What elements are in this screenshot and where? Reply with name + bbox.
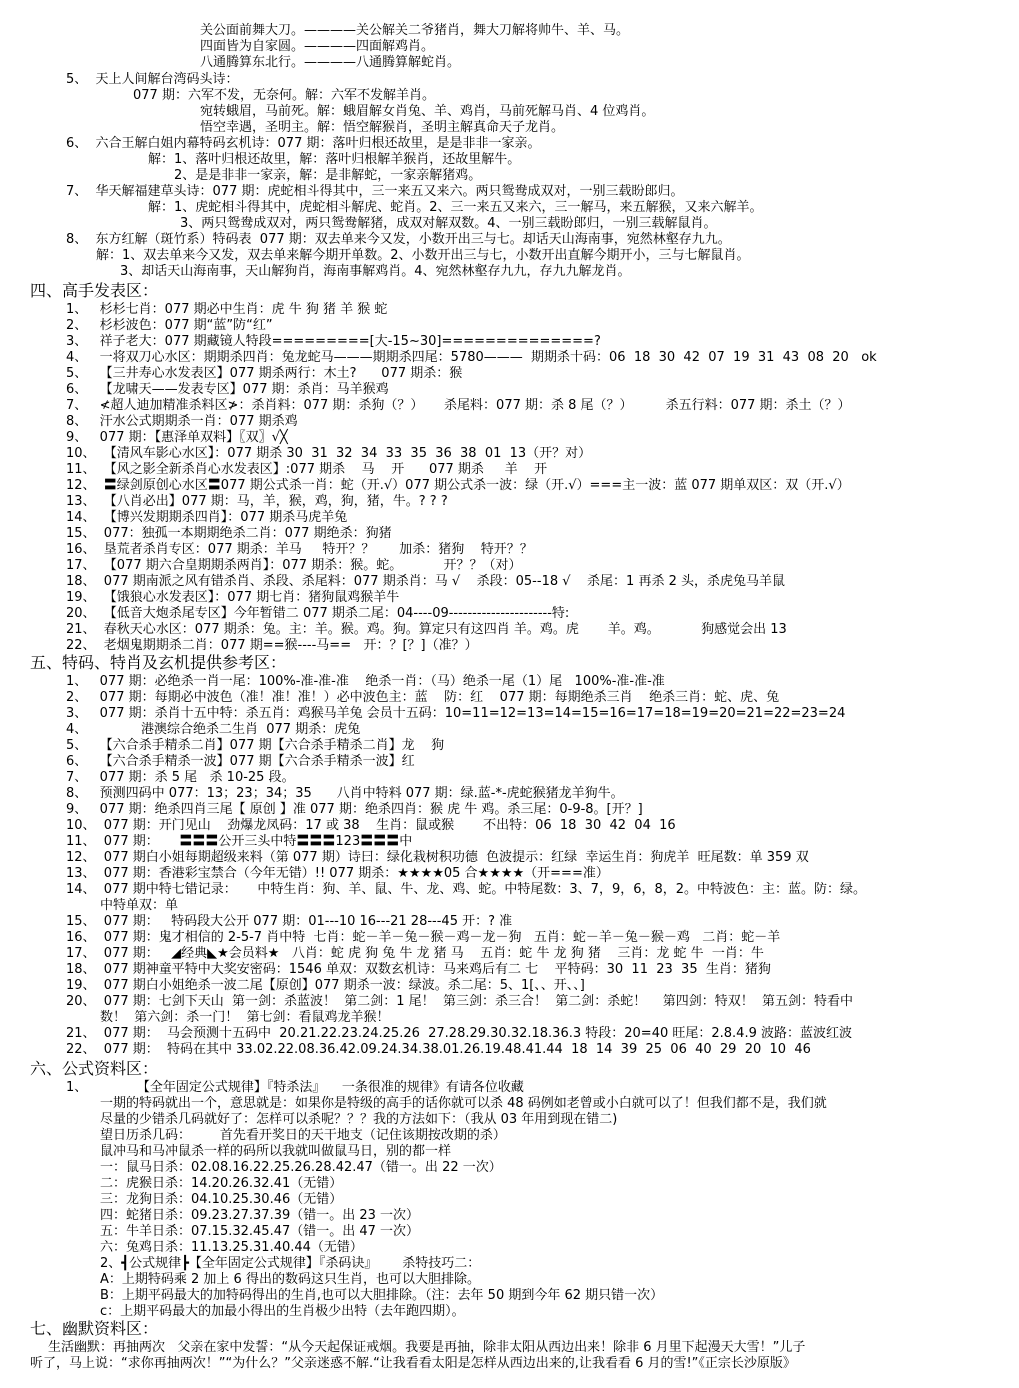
text-line: 悟空幸遇，圣明主。解：悟空解猴肖，圣明主解真命天子龙肖。 (200, 120, 565, 135)
text-line: 3、却话天山海南事，天山解狗肖，海南事解鸡肖。4、宛然林壑存九九，存九九解龙肖。 (120, 264, 631, 279)
text-line: 二：虎猴日杀：14.20.26.32.41（无错） (100, 1176, 343, 1191)
text-line: 数！ 第六剑：杀一门！ 第七剑：看鼠鸡龙羊猴！ (100, 1010, 390, 1025)
text-line: 20、 077 期：七剑下天山 第一剑：杀蓝波！ 第二剑：1 尾！ 第三剑：杀三合！ 第二剑：杀蛇！ 第四剑：特双！ 第五剑：特看中 (66, 994, 854, 1009)
text-line: 4、 一将双刀心水区：期期杀四肖：兔龙蛇马———期期杀四尾：5780——— 期期杀十码：06 18 30 42 07 19 31 43 08 20 ok (66, 350, 877, 365)
text-line: 5、 【三井寿心水发表区】077 期杀两行：木土? 077 期杀：猴 (66, 366, 463, 381)
text-line: A：上期特码乘 2 加上 6 得出的数码这只生肖，也可以大胆排除。 (100, 1272, 480, 1287)
text-line: 2、是是非非一家亲，解：是非解蛇，一家亲解猪鸡。 (174, 168, 482, 183)
text-line: 17、 077 期： ◢经典◣★会员料★ 八肖：蛇 虎 狗 兔 牛 龙 猪 马 五肖：蛇 牛 龙 狗 猪 三肖：龙 蛇 牛 一肖：牛 (66, 946, 764, 961)
text-line: 四面皆为自家圆。————四面解鸡肖。 (200, 39, 435, 54)
text-line: 鼠冲马和马冲鼠杀一样的码所以我就叫做鼠马日，别的都一样 (100, 1144, 452, 1159)
text-line: 4、 港澳综合绝杀二生肖 077 期杀：虎兔 (66, 722, 361, 737)
text-line: c：上期平码最大的加最小得出的生肖极少出特（去年跑四期）。 (100, 1304, 465, 1319)
text-line: 2、 077 期：每期必中波色（准！准！准！）必中波色主：蓝 防：红 077 期：每期绝杀三肖 绝杀三肖：蛇、虎、兔 (66, 690, 780, 705)
text-line: 16、 垦荒者杀肖专区：077 期杀：羊马 特开？？ 加杀：猪狗 特开？？ (66, 542, 533, 557)
text-line: 14、 077 期中特七错记录： 中特生肖：狗、羊、鼠、牛、龙、鸡、蛇。中特尾数：3、7，9，6，8，2。中特波色：主：蓝。防：绿。 (66, 882, 867, 897)
text-line: 2、 杉杉波色：077 期“蓝”防“红” (66, 318, 273, 333)
text-line: 5、 天上人间解台湾码头诗： (66, 72, 239, 87)
section-heading: 五、特码、特肖及玄机提供参考区： (30, 653, 287, 672)
text-line: 8、 汗水公式期期杀一肖：077 期杀鸡 (66, 414, 298, 429)
text-line: 14、 【博兴发期期杀四肖】：077 期杀马虎羊兔 (66, 510, 348, 525)
text-line: 解：1、落叶归根还故里，解：落叶归根解羊猴肖，还故里解牛。 (148, 152, 521, 167)
text-line: 18、 077 期神童平特中大奖安密码：1546 单双：双数玄机诗：马来鸡后有二 七 平特码：30 11 23 35 生肖：猪狗 (66, 962, 771, 977)
text-line: 21、 春秋天心水区：077 期杀：兔。主：羊。猴。鸡。狗。算定只有这四肖 羊。鸡。虎 羊。鸡。 狗感觉会出 13 (66, 622, 787, 637)
text-line: 18、 077 期南派之风有错杀肖、杀段、杀尾料：077 期杀肖：马 √ 杀段：05--18 √ 杀尾：1 再杀 2 头，杀虎兔马羊鼠 (66, 574, 785, 589)
text-line: 10、 【清风车影心水区】：077 期杀 30 31 32 34 33 35 36 38 01 13（开？对） (66, 446, 592, 461)
text-line: 22、 老烟鬼期期杀二肖：077 期==猴----马== 开：？[？]（准？） (66, 638, 478, 653)
text-line: 解：1、虎蛇相斗得其中，虎蛇相斗解虎、蛇肖。2、三一来五又来六，三一解马，来五解猴，又来六解羊。 (148, 200, 763, 215)
text-line: 3、 077 期：杀肖十五中特：杀五肖：鸡猴马羊兔 会员十五码：10=11=12=13=14=15=16=17=18=19=20=21=22=23=24 (66, 706, 846, 721)
text-line: 6、 【龙啸天——发表专区】077 期：杀肖：马羊猴鸡 (66, 382, 389, 397)
text-line: 20、 【低音大炮杀尾专区】今年暂错二 077 期杀二尾：04----09----------------------特: (66, 606, 570, 621)
text-line: 7、 077 期：杀 5 尾 杀 10-25 段。 (66, 770, 295, 785)
text-line: 三：龙狗日杀：04.10.25.30.46（无错） (100, 1192, 343, 1207)
text-line: 五：牛羊日杀：07.15.32.45.47（错一。出 47 一次） (100, 1224, 420, 1239)
text-line: 八通腾算东北行。————八通腾算解蛇肖。 (200, 55, 461, 70)
section-heading: 六、公式资料区： (30, 1059, 159, 1078)
text-line: 3、两只鸳鸯成双对，两只鸳鸯解猪，成双对解双数。4、一别三载盼郎归，一别三载解鼠肖。 (180, 216, 717, 231)
text-line: 生活幽默：再抽两次 父亲在家中发誓：“从今天起保证戒烟。我要是再抽，除非太阳从西边出来！除非 6 月里下起漫天大雪！”儿子 (48, 1340, 806, 1355)
text-line: 中特单双：单 (100, 898, 179, 913)
text-line: 13、 077 期：香港彩宝禁合（今年无错）!! 077 期杀：★★★★05 合★★★★（开===准） (66, 866, 609, 881)
text-line: 15、 077：独孤一本期期绝杀二肖：077 期绝杀：狗猪 (66, 526, 392, 541)
text-line: 7、 ≮超人迪加精准杀料区≯：杀肖料：077 期：杀狗（？） 杀尾料：077 期：杀 8 尾（？） 杀五行料：077 期：杀土（？） (66, 398, 851, 413)
text-line: 一期的特码就出一个，意思就是：如果你是特级的高手的话你就可以杀 48 码例如老曾或小白就可以了！但我们都不是，我们就 (100, 1096, 827, 1111)
text-line: 13、 【八肖必出】077 期：马，羊，猴，鸡，狗，猪，牛。? ? ? (66, 494, 448, 509)
text-line: 六：兔鸡日杀：11.13.25.31.40.44（无错） (100, 1240, 363, 1255)
text-line: 1、 077 期：必绝杀一肖一尾：100%-准-准-准 绝杀一肖：（马）绝杀一尾（1）尾 100%-准-准-准 (66, 674, 665, 689)
text-line: 听了，马上说：“求你再抽两次！”“为什么？”父亲迷惑不解.“让我看看太阳是怎样从西边出来的,让我看看 6 月的雪!”《正宗长沙原版》 (30, 1356, 796, 1371)
text-line: 3、 祥子老大：077 期藏镜人特段=========[大-15~30]==============? (66, 334, 601, 349)
text-line: 2、┫公式规律┣【全年固定公式规律】『杀码诀』 杀特技巧二： (100, 1256, 481, 1271)
text-line: 关公面前舞大刀。————关公解关二爷猪肖，舞大刀解将帅牛、羊、马。 (200, 23, 630, 38)
text-line: 21、 077 期： 马会预测十五码中 20.21.22.23.24.25.26 27.28.29.30.32.18.36.3 特段：20=40 旺尾：2.8.4.9 波路：蓝波红波 (66, 1026, 852, 1041)
text-line: 6、 六合王解白姐内幕特码玄机诗：077 期：落叶归根还故里，是是非非一家亲。 (66, 136, 541, 151)
text-line: 尽量的少错杀几码就好了：怎样可以杀呢？？？我的方法如下：（我从 03 年用到现在错二) (100, 1112, 618, 1127)
text-line: 望日历杀几码： 首先看开奖日的天干地支（记住该期按改期的杀） (100, 1128, 506, 1143)
text-line: 5、 【六合杀手精杀二肖】077 期【六合杀手精杀二肖】龙 狗 (66, 738, 445, 753)
text-line: 12、 〓绿剑原创心水区〓077 期公式杀一肖：蛇（开.√）077 期公式杀一波：绿（开.√）===主一波：蓝 077 期单双区：双（开.√） (66, 478, 850, 493)
text-line: B：上期平码最大的加特码得出的生肖,也可以大胆排除。（注：去年 50 期到今年 62 期只错一次） (100, 1288, 664, 1303)
text-line: 9、 077 期：【惠泽单双料】〖双〗√╳ (66, 430, 288, 445)
section-heading: 七、幽默资料区： (30, 1319, 159, 1338)
text-line: 一：鼠马日杀：02.08.16.22.25.26.28.42.47（错一。出 22 一次） (100, 1160, 502, 1175)
text-line: 7、 华天解福建草头诗：077 期：虎蛇相斗得其中，三一来五又来六。两只鸳鸯成双对，一别三载盼郎归。 (66, 184, 684, 199)
text-line: 8、 东方红解（斑竹系）特码表 077 期：双去单来今又发，小数开出三与七。却话天山海南事，宛然林壑存九九。 (66, 232, 731, 247)
text-line: 8、 预测四码中 077：13；23；34；35 八肖中特料 077 期：绿.蓝-*-虎蛇猴猪龙羊狗牛。 (66, 786, 624, 801)
text-line: 11、 【风之影全新杀肖心水发表区】:077 期杀 马 开 077 期杀 羊 开 (66, 462, 548, 477)
text-line: 17、 【077 期六合皇期期杀两肖】：077 期杀：猴。蛇。 开？？（对） (66, 558, 522, 573)
text-line: 16、 077 期：鬼才相信的 2-5-7 肖中特 七肖：蛇－羊－兔－猴－鸡－龙－狗 五肖：蛇－羊－兔－猴－鸡 二肖：蛇－羊 (66, 930, 781, 945)
text-line: 解：1、双去单来今又发，双去单来解今期开单数。2、小数开出三与七，小数开出直解今期开小，三与七解鼠肖。 (96, 248, 750, 263)
text-line: 15、 077 期： 特码段大公开 077 期：01---10 16---21 28---45 开：? 准 (66, 914, 513, 929)
text-line: 077 期：六军不发，无奈何。解：六军不发解羊肖。 (133, 88, 435, 103)
text-line: 19、 077 期白小姐绝杀一波二尾【原创】077 期杀一波：绿波。杀二尾：5、1[、、开、、] (66, 978, 585, 993)
text-line: 10、 077 期：开门见山 劲爆龙凤码：17 或 38 生肖：鼠或猴 不出特：06 18 30 42 04 16 (66, 818, 676, 833)
text-line: 11、 077 期： 〓〓〓公开三头中特〓〓〓123〓〓〓中 (66, 834, 413, 849)
text-line: 12、 077 期白小姐每期超级来料（第 077 期）诗曰：绿化栽树积功德 色波提示：红绿 幸运生肖：狗虎羊 旺尾数：单 359 双 (66, 850, 809, 865)
text-line: 9、 077 期：绝杀四肖三尾【 原创 】准 077 期：绝杀四肖：猴 虎 牛 鸡。杀三尾：0-9-8。[开？] (66, 802, 643, 817)
text-line: 1、 杉杉七肖：077 期必中生肖：虎 牛 狗 猪 羊 猴 蛇 (66, 302, 388, 317)
section-heading: 四、高手发表区： (30, 281, 159, 300)
text-line: 宛转蛾眉，马前死。解：蛾眉解女肖兔、羊、鸡肖，马前死解马肖、4 位鸡肖。 (200, 104, 655, 119)
text-line: 1、 【全年固定公式规律】『特杀法』 一条很准的规律》有请各位收藏 (66, 1080, 524, 1095)
text-line: 22、 077 期： 特码在其中 33.02.22.08.36.42.09.24.34.38.01.26.19.48.41.44 18 14 39 25 06 40 29 20 10 46 (66, 1042, 811, 1057)
text-line: 四：蛇猪日杀：09.23.27.37.39（错一。出 23 一次） (100, 1208, 420, 1223)
text-line: 19、 【饿狼心水发表区】：077 期七肖：猪狗鼠鸡猴羊牛 (66, 590, 400, 605)
text-line: 6、 【六合杀手精杀一波】077 期【六合杀手精杀一波】红 (66, 754, 415, 769)
